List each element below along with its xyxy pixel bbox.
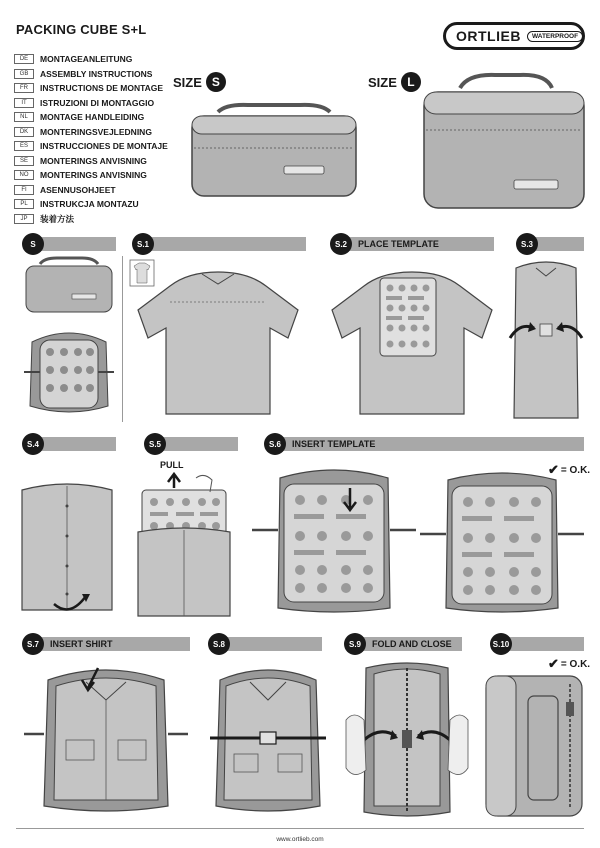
language-row bbox=[14, 197, 184, 212]
step-s6-header bbox=[264, 433, 375, 455]
checkmark-icon: ✔ bbox=[548, 462, 559, 477]
language-title: INSTRUKCJA MONTAZU bbox=[40, 199, 139, 210]
step-s9-header bbox=[344, 633, 452, 655]
language-row bbox=[14, 110, 184, 125]
size-letter-badge: S bbox=[206, 72, 226, 92]
language-row bbox=[14, 212, 184, 227]
language-code: DK bbox=[14, 127, 34, 137]
step-label: PLACE TEMPLATE bbox=[358, 239, 439, 249]
step-number-badge: S.6 bbox=[264, 433, 286, 455]
language-row bbox=[14, 154, 184, 169]
language-title: MONTERINGS ANVISNING bbox=[40, 170, 147, 181]
size-s-label bbox=[173, 72, 226, 92]
step-number-badge: S.9 bbox=[344, 633, 366, 655]
step-number-badge: S.4 bbox=[22, 433, 44, 455]
language-row bbox=[14, 139, 184, 154]
step-s7-header bbox=[22, 633, 113, 655]
language-code: NO bbox=[14, 170, 34, 180]
footer-divider bbox=[16, 828, 584, 829]
language-title: ISTRUZIONI DI MONTAGGIO bbox=[40, 97, 155, 108]
ortlieb-logo bbox=[443, 22, 585, 50]
step-s3-illustration bbox=[506, 258, 586, 422]
step-s6-insert-illustration bbox=[250, 458, 418, 614]
step-number-badge: S.7 bbox=[22, 633, 44, 655]
step-s4-illustration bbox=[14, 476, 120, 616]
language-code: IT bbox=[14, 98, 34, 108]
step-s-illustration bbox=[22, 256, 116, 416]
step-s9-illustration bbox=[344, 660, 470, 820]
language-row bbox=[14, 183, 184, 198]
step-number-badge: S.5 bbox=[144, 433, 166, 455]
ok-text: = O.K. bbox=[560, 464, 591, 476]
step-s2-header bbox=[330, 233, 439, 255]
language-code: FI bbox=[14, 185, 34, 195]
step-s1-header bbox=[132, 233, 154, 255]
language-row bbox=[14, 52, 184, 67]
step-number-badge: S.10 bbox=[490, 633, 512, 655]
language-code: PL bbox=[14, 199, 34, 209]
language-row bbox=[14, 81, 184, 96]
size-prefix: SIZE bbox=[368, 74, 397, 90]
size-letter-badge: L bbox=[401, 72, 421, 92]
size-prefix: SIZE bbox=[173, 74, 202, 90]
language-code: GB bbox=[14, 69, 34, 79]
step-s10-header bbox=[490, 633, 512, 655]
language-title: 装着方法 bbox=[40, 213, 75, 224]
footer-url: www.ortlieb.com bbox=[276, 836, 324, 843]
language-code: FR bbox=[14, 83, 34, 93]
language-code: JP bbox=[14, 214, 34, 224]
step-s8-illustration bbox=[206, 660, 330, 816]
language-row bbox=[14, 168, 184, 183]
language-title: ASSEMBLY INSTRUCTIONS bbox=[40, 68, 153, 79]
step-s6-ok-illustration bbox=[418, 466, 586, 614]
step-s3-header bbox=[516, 233, 538, 255]
column-divider bbox=[122, 256, 123, 422]
size-l-label bbox=[368, 72, 421, 92]
language-row bbox=[14, 125, 184, 140]
step-s7-illustration bbox=[22, 660, 190, 816]
language-row bbox=[14, 96, 184, 111]
step-label: FOLD AND CLOSE bbox=[372, 639, 452, 649]
step-number-badge: S.3 bbox=[516, 233, 538, 255]
ok-indicator bbox=[548, 656, 590, 672]
step-s5-illustration bbox=[134, 470, 238, 618]
language-title: MONTAGEANLEITUNG bbox=[40, 54, 133, 65]
language-title: MONTERINGSVEJLEDNING bbox=[40, 126, 152, 137]
packing-cube-small-illustration bbox=[188, 100, 360, 200]
step-label: INSERT SHIRT bbox=[50, 639, 113, 649]
step-bar bbox=[138, 237, 306, 251]
language-title: ASENNUSOHJEET bbox=[40, 184, 116, 195]
language-code: SE bbox=[14, 156, 34, 166]
step-s10-illustration bbox=[482, 672, 586, 820]
step-bar bbox=[214, 637, 322, 651]
packing-cube-large-illustration bbox=[420, 70, 588, 210]
pull-annotation: PULL bbox=[160, 460, 184, 470]
step-s8-header bbox=[208, 633, 230, 655]
logo-wordmark: ORTLIEB bbox=[456, 28, 521, 44]
step-s1-illustration bbox=[128, 258, 308, 418]
ok-text: = O.K. bbox=[560, 658, 591, 670]
language-row bbox=[14, 67, 184, 82]
language-title: MONTERINGS ANVISNING bbox=[40, 155, 147, 166]
page-title: PACKING CUBE S+L bbox=[16, 22, 147, 37]
logo-badge: WATERPROOF bbox=[527, 31, 583, 42]
step-s-header bbox=[22, 233, 44, 255]
step-label: INSERT TEMPLATE bbox=[292, 439, 376, 449]
language-title: MONTAGE HANDLEIDING bbox=[40, 112, 145, 123]
language-list bbox=[14, 52, 184, 226]
step-number-badge: S.2 bbox=[330, 233, 352, 255]
step-s4-header bbox=[22, 433, 44, 455]
step-number-badge: S.8 bbox=[208, 633, 230, 655]
language-title: INSTRUCCIONES DE MONTAJE bbox=[40, 141, 168, 152]
step-s2-illustration bbox=[322, 258, 502, 418]
language-code: NL bbox=[14, 112, 34, 122]
language-title: INSTRUCTIONS DE MONTAGE bbox=[40, 83, 164, 94]
step-number-badge: S bbox=[22, 233, 44, 255]
checkmark-icon: ✔ bbox=[548, 656, 559, 671]
language-code: ES bbox=[14, 141, 34, 151]
step-number-badge: S.1 bbox=[132, 233, 154, 255]
step-s5-header bbox=[144, 433, 166, 455]
language-code: DE bbox=[14, 54, 34, 64]
